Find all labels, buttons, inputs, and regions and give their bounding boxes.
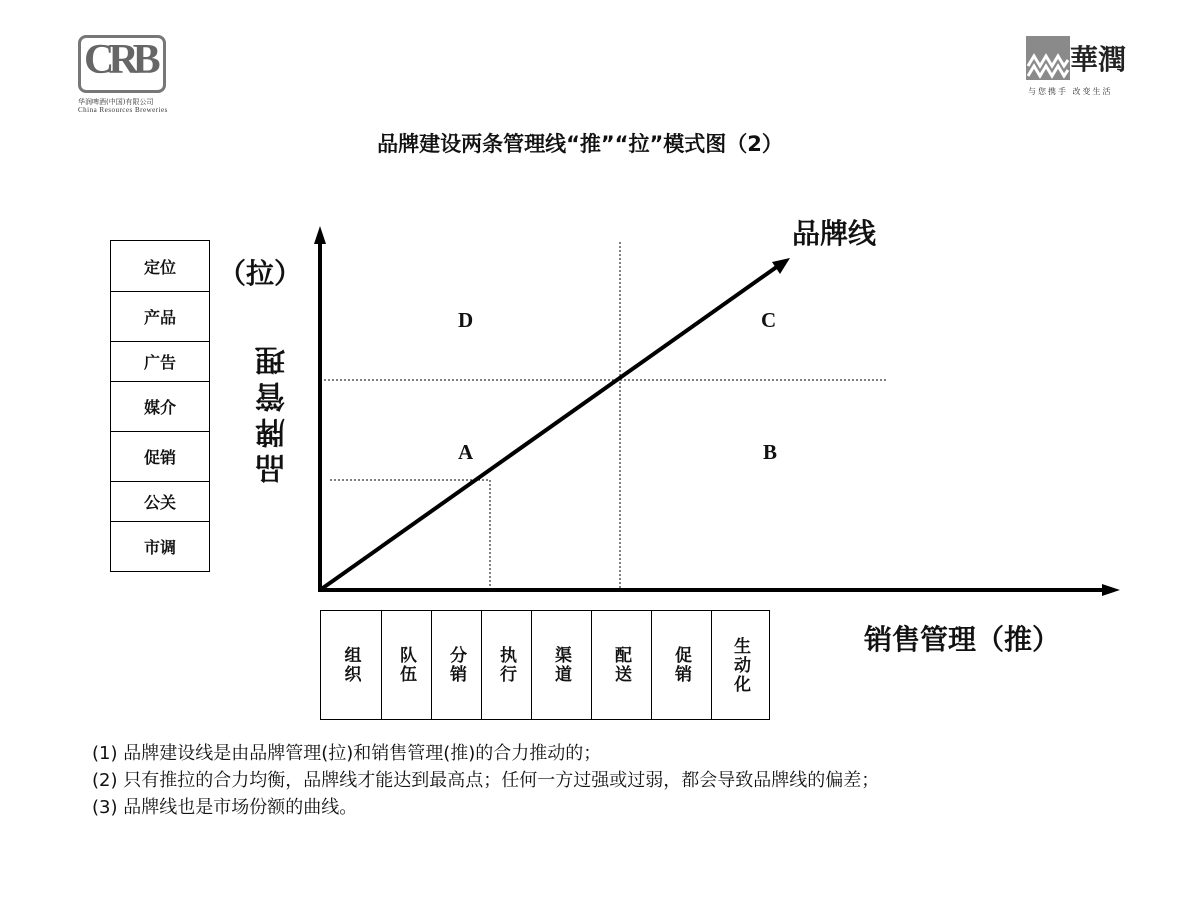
page-title: 品牌建设两条管理线“推”“拉”模式图（2） [377, 132, 783, 156]
x-axis-arrow-icon [1102, 584, 1120, 596]
push-item: 分销 [431, 611, 481, 719]
push-factors-list [320, 610, 770, 720]
brand-line-label: 品牌线 [792, 217, 877, 250]
quadrant-d-label: D [458, 308, 474, 332]
pull-item: 广告 [111, 341, 209, 381]
pull-item: 定位 [143, 257, 176, 277]
push-item: 渠道 [531, 611, 591, 719]
quadrant-a-label: A [458, 440, 474, 464]
y-axis-arrow-icon [314, 226, 326, 244]
note-line: (1) 品牌建设线是由品牌管理(拉)和销售管理(推)的合力推动的； [92, 743, 602, 764]
push-item: 配送 [591, 611, 651, 719]
crb-logo: CRB [84, 37, 155, 83]
quadrant-c-label: C [761, 308, 777, 332]
pull-item: 市调 [111, 521, 209, 571]
x-axis-label: 销售管理（推） [864, 623, 1061, 656]
note-line: (2) 只有推拉的合力均衡，品牌线才能达到最高点；任何一方过强或过弱，都会导致品牌线的偏差； [92, 770, 880, 791]
y-axis-label: 品牌管理 [256, 340, 291, 484]
brand-line-arrow-icon [772, 258, 790, 274]
pull-label: （拉） [218, 257, 303, 290]
crb-logo-subtitle-cn: 华润啤酒(中国)有限公司 [78, 98, 154, 106]
pull-item: 公关 [111, 481, 209, 521]
pull-item: 媒介 [111, 381, 209, 431]
pull-item: 促销 [111, 431, 209, 481]
pull-item: 产品 [111, 291, 209, 341]
crb-logo-subtitle-en: China Resources Breweries [78, 106, 168, 114]
notes [92, 740, 879, 821]
brand-line [320, 266, 778, 590]
push-item: 执行 [481, 611, 531, 719]
push-item: 队伍 [381, 611, 431, 719]
china-resources-logo-text: 華潤 [1070, 43, 1127, 76]
note-line: (3) 品牌线也是市场份额的曲线。 [92, 797, 358, 818]
push-item: 生动化 [711, 611, 769, 719]
push-item: 组织 [340, 646, 361, 684]
push-item: 促销 [651, 611, 711, 719]
china-resources-slogan: 与您携手 改变生活 [1028, 87, 1113, 96]
quadrant-b-label: B [763, 440, 778, 464]
